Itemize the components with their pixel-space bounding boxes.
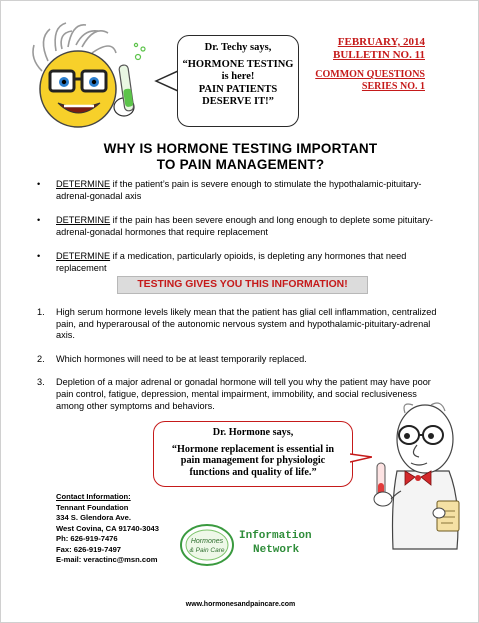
network-line2: Network xyxy=(253,544,300,556)
item-text: Depletion of a major adrenal or gonadal hormone will tell you why the patient may have poor pain control, fatigue, depression, mental impairment, immobility, and social reclusiveness among other symptoms and behaviors. xyxy=(56,377,431,411)
series-line2: SERIES NO. 1 xyxy=(361,81,425,92)
hormones-pain-care-logo-icon xyxy=(179,523,235,567)
bulletin-number: BULLETIN NO. 11 xyxy=(333,48,425,61)
list-item xyxy=(37,307,439,342)
series-line1: COMMON QUESTIONS xyxy=(315,69,425,80)
contact-info xyxy=(56,492,159,566)
list-item xyxy=(37,251,437,274)
information-network-title xyxy=(239,529,312,557)
hormone-quote: “Hormone replacement is essential in pain management for physiologic functions and quality of life.” xyxy=(171,443,335,478)
bulletin-info xyxy=(315,36,425,93)
contact-email: E-mail: veractinc@msn.com xyxy=(56,555,158,564)
techy-name: Dr. Techy says, xyxy=(204,42,272,53)
determine-keyword: DETERMINE xyxy=(56,215,111,226)
footer-url: www.hormonesandpaincare.com xyxy=(185,601,296,608)
dr-techy-mascot-icon xyxy=(28,19,178,135)
determine-list xyxy=(37,179,437,288)
item-text: High serum hormone levels likely mean that the patient has glial cell inflammation, centralized pain, and hyperarousal of the autonomic nervous system and hypothalamic-pituitary-adrenal axis. xyxy=(56,307,437,341)
list-item xyxy=(37,215,437,238)
bullet-text: if a medication, particularly opioids, is depleting any hormones that need replacement xyxy=(56,251,407,273)
techy-quote-line2: PAIN PATIENTS DESERVE IT!” xyxy=(198,83,278,107)
list-item xyxy=(37,179,437,202)
determine-keyword: DETERMINE xyxy=(56,251,111,262)
item-text: Which hormones will need to be at least temporarily replaced. xyxy=(56,353,307,364)
contact-heading: Contact Information: xyxy=(56,492,131,501)
contact-phone: Ph: 626-919-7476 xyxy=(56,534,118,543)
logo-line1: Hormones xyxy=(190,538,224,545)
dr-techy-speech-bubble xyxy=(177,35,299,127)
bulletin-date: FEBRUARY, 2014 xyxy=(337,36,425,48)
dr-hormone-speech-bubble xyxy=(153,421,353,487)
bullet-text: if the pain has been severe enough and long enough to deplete some pituitary-adrenal-gonadal hormones that require replacement xyxy=(56,215,433,237)
info-banner: TESTING GIVES YOU THIS INFORMATION! xyxy=(117,276,368,294)
hormone-name: Dr. Hormone says, xyxy=(212,427,294,438)
bullet-text: if the patient’s pain is severe enough to stimulate the hypothalamic-pituitary-adrenal-gonadal axis xyxy=(56,179,422,201)
network-line1: Information xyxy=(239,530,312,542)
contact-city: West Covina, CA 91740-3043 xyxy=(56,523,159,533)
techy-quote-line1: “HORMONE TESTING is here! xyxy=(182,58,294,82)
title-line2: TO PAIN MANAGEMENT? xyxy=(156,156,325,172)
contact-fax: Fax: 626-919-7497 xyxy=(56,544,122,554)
list-item xyxy=(37,354,439,366)
dr-hormone-scientist-icon xyxy=(361,401,469,551)
item-number: 2. xyxy=(37,353,45,364)
item-number: 3. xyxy=(37,377,45,388)
logo-line2: & Pain Care xyxy=(189,547,225,554)
item-number: 1. xyxy=(37,307,45,317)
contact-street: 334 S. Glendora Ave. xyxy=(56,513,131,522)
determine-keyword: DETERMINE xyxy=(56,179,111,189)
title-line1: WHY IS HORMONE TESTING IMPORTANT xyxy=(103,141,378,156)
page-title xyxy=(1,141,479,172)
contact-org: Tennant Foundation xyxy=(56,502,129,512)
